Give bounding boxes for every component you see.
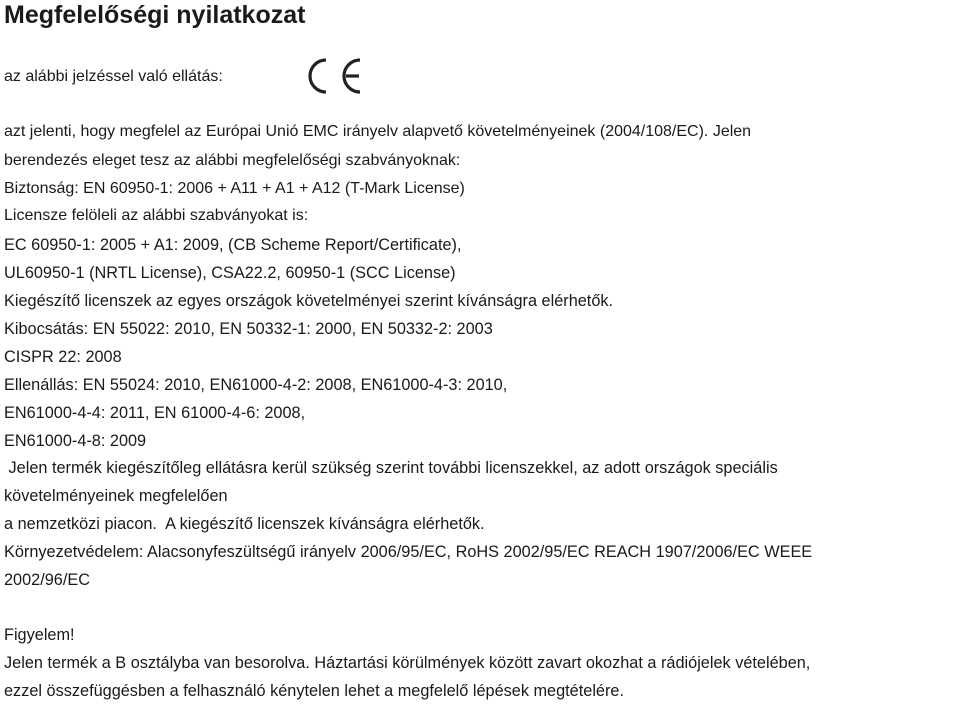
- body-line-2: berendezés eleget tesz az alábbi megfelelőségi szabványoknak:: [4, 152, 461, 169]
- intro-text: az alábbi jelzéssel való ellátás:: [4, 68, 223, 85]
- body-line-20: ezzel összefüggésben a felhasználó kénytelen lehet a megfelelő lépések megtételére.: [4, 682, 624, 700]
- ce-mark-icon: [302, 56, 364, 96]
- body-line-15: a nemzetközi piacon. A kiegészítő licenszek kívánságra elérhetők.: [4, 515, 485, 533]
- body-line-8: Kibocsátás: EN 55022: 2010, EN 50332-1: 2000, EN 50332-2: 2003: [4, 320, 493, 338]
- page-title: Megfelelőségi nyilatkozat: [4, 1, 306, 29]
- body-line-10: Ellenállás: EN 55024: 2010, EN61000-4-2: 2008, EN61000-4-3: 2010,: [4, 376, 508, 394]
- body-line-14: követelményeinek megfelelően: [4, 487, 228, 505]
- body-line-5: EC 60950-1: 2005 + A1: 2009, (CB Scheme Report/Certificate),: [4, 236, 462, 254]
- body-line-17: 2002/96/EC: [4, 571, 90, 589]
- body-line-7: Kiegészítő licenszek az egyes országok követelményei szerint kívánságra elérhetők.: [4, 292, 614, 310]
- body-line-11: EN61000-4-4: 2011, EN 61000-4-6: 2008,: [4, 404, 306, 422]
- body-line-13: Jelen termék kiegészítőleg ellátásra kerül szükség szerint további licenszekkel, az adott országok speciális: [4, 459, 778, 477]
- body-line-1: azt jelenti, hogy megfelel az Európai Unió EMC irányelv alapvető követelményeinek (2004/108/EC). Jelen: [4, 123, 752, 140]
- body-line-9: CISPR 22: 2008: [4, 348, 122, 366]
- body-line-16: Környezetvédelem: Alacsonyfeszültségű irányelv 2006/95/EC, RoHS 2002/95/EC REACH 1907/2006/EC WEEE: [4, 543, 813, 561]
- body-line-6: UL60950-1 (NRTL License), CSA22.2, 60950-1 (SCC License): [4, 264, 456, 282]
- warning-heading: Figyelem!: [4, 626, 75, 644]
- body-line-12: EN61000-4-8: 2009: [4, 432, 147, 450]
- body-line-3: Biztonság: EN 60950-1: 2006 + A11 + A1 + A12 (T-Mark License): [4, 180, 465, 197]
- body-line-19: Jelen termék a B osztályba van besorolva. Háztartási körülmények között zavart okozhat a rádiójelek vételében,: [4, 654, 811, 672]
- body-line-4: Licensze felöleli az alábbi szabványokat is:: [4, 207, 309, 224]
